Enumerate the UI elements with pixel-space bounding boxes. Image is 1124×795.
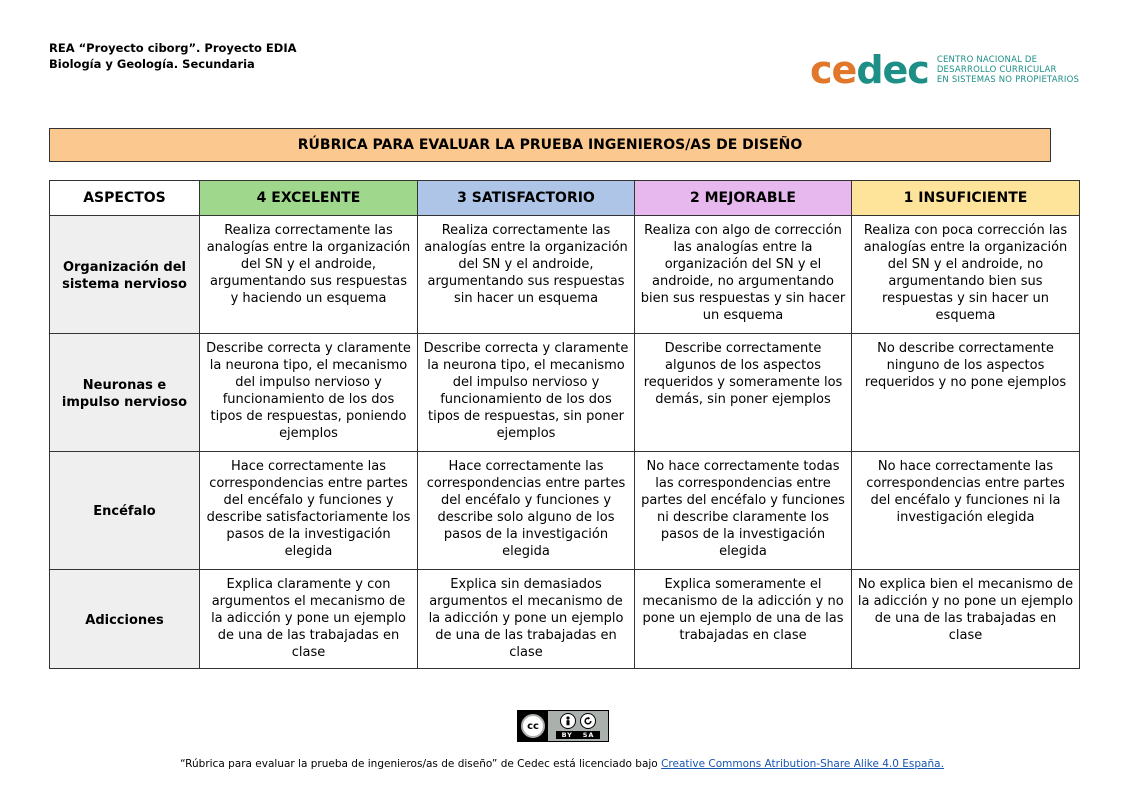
header-satisfactorio: 3 SATISFACTORIO (418, 181, 635, 216)
criteria-cell: Describe correctamente algunos de los aspectos requeridos y someramente los demás, sin poner ejemplos (635, 334, 852, 452)
table-header-row (50, 181, 1080, 216)
criteria-cell: Explica claramente y con argumentos el mecanismo de la adicción y pone un ejemplo de una de las trabajadas en clase (200, 570, 418, 669)
criteria-cell: Explica someramente el mecanismo de la adicción y no pone un ejemplo de una de las trabajadas en clase (635, 570, 852, 669)
license-footer (0, 758, 1124, 770)
cc-icons (560, 713, 596, 729)
license-text: “Rúbrica para evaluar la prueba de ingenieros/as de diseño” de Cedec está licenciado bajo (180, 758, 662, 770)
criteria-cell: Realiza con poca corrección las analogías entre la organización del SN y el androide, no argumentando bien sus respuestas y sin hacer un esquema (852, 216, 1080, 334)
cedec-logo-word (810, 50, 929, 90)
logo-sub-line: DESARROLLO CURRICULAR (936, 65, 1057, 75)
table-row (50, 334, 1080, 452)
table-row (50, 452, 1080, 570)
aspect-cell: Encéfalo (50, 452, 200, 570)
criteria-cell: Hace correctamente las correspondencias entre partes del encéfalo y funciones y describe solo alguno de los pasos de la investigación elegida (418, 452, 635, 570)
criteria-cell: No hace correctamente las correspondencias entre partes del encéfalo y funciones ni la investigación elegida (852, 452, 1080, 570)
table-row (50, 216, 1080, 334)
cedec-logo (810, 50, 1079, 90)
criteria-cell: Realiza correctamente las analogías entre la organización del SN y el androide, argumentando sus respuestas sin hacer un esquema (418, 216, 635, 334)
rubric-title: RÚBRICA PARA EVALUAR LA PRUEBA INGENIEROS/AS DE DISEÑO (49, 128, 1051, 162)
header-line-2: Biología y Geología. Secundaria (49, 57, 255, 71)
criteria-cell: Describe correcta y claramente la neurona tipo, el mecanismo del impulso nervioso y funcionamiento de los dos tipos de respuestas, poniendo ejemplos (200, 334, 418, 452)
aspect-cell: Organización del sistema nervioso (50, 216, 200, 334)
logo-sub-line: CENTRO NACIONAL DE (936, 55, 1038, 65)
criteria-cell: Realiza con algo de corrección las analogías entre la organización del SN y el androide, no argumentando bien sus respuestas y sin hacer un esquema (635, 216, 852, 334)
criteria-cell: Describe correcta y claramente la neurona tipo, el mecanismo del impulso nervioso y funcionamiento de los dos tipos de respuestas, sin poner ejemplos (418, 334, 635, 452)
table-row (50, 570, 1080, 669)
rubric-table (49, 180, 1080, 669)
criteria-cell: No hace correctamente todas las correspondencias entre partes del encéfalo y funciones ni describe claramente los pasos de la investigación elegida (635, 452, 852, 570)
cc-icon: cc (521, 714, 545, 738)
criteria-cell: Explica sin demasiados argumentos el mecanismo de la adicción y pone un ejemplo de una de las trabajadas en clase (418, 570, 635, 669)
cc-by-label: BY (561, 731, 573, 739)
header-line-1: REA “Proyecto ciborg”. Proyecto EDIA (49, 41, 297, 55)
cc-label-bar (556, 731, 601, 739)
logo-word-part2: dec (856, 48, 929, 92)
share-alike-icon (580, 713, 596, 729)
logo-sub-line: EN SISTEMAS NO PROPIETARIOS (936, 75, 1080, 85)
header-insuficiente: 1 INSUFICIENTE (852, 181, 1080, 216)
criteria-cell: Hace correctamente las correspondencias entre partes del encéfalo y funciones y describe satisfactoriamente los pasos de la investigación elegida (200, 452, 418, 570)
criteria-cell: No describe correctamente ninguno de los aspectos requeridos y no pone ejemplos (852, 334, 1080, 452)
logo-word-part1: ce (810, 48, 857, 92)
document-header (49, 40, 297, 72)
header-mejorable: 2 MEJORABLE (635, 181, 852, 216)
header-aspectos: ASPECTOS (50, 181, 200, 216)
cc-attribution-area (548, 711, 608, 741)
aspect-cell: Neuronas e impulso nervioso (50, 334, 200, 452)
cedec-logo-subtitle (937, 55, 1079, 85)
header-excelente: 4 EXCELENTE (200, 181, 418, 216)
criteria-cell: No explica bien el mecanismo de la adicción y no pone un ejemplo de una de las trabajadas en clase (852, 570, 1080, 669)
cc-by-sa-badge[interactable] (517, 710, 609, 742)
license-link[interactable]: Creative Commons Atribution-Share Alike 4.0 España. (661, 758, 944, 770)
cc-sa-label: SA (582, 731, 595, 739)
attribution-icon (560, 713, 576, 729)
aspect-cell: Adicciones (50, 570, 200, 669)
criteria-cell: Realiza correctamente las analogías entre la organización del SN y el androide, argumentando sus respuestas y haciendo un esquema (200, 216, 418, 334)
cc-logo-area (518, 711, 548, 741)
